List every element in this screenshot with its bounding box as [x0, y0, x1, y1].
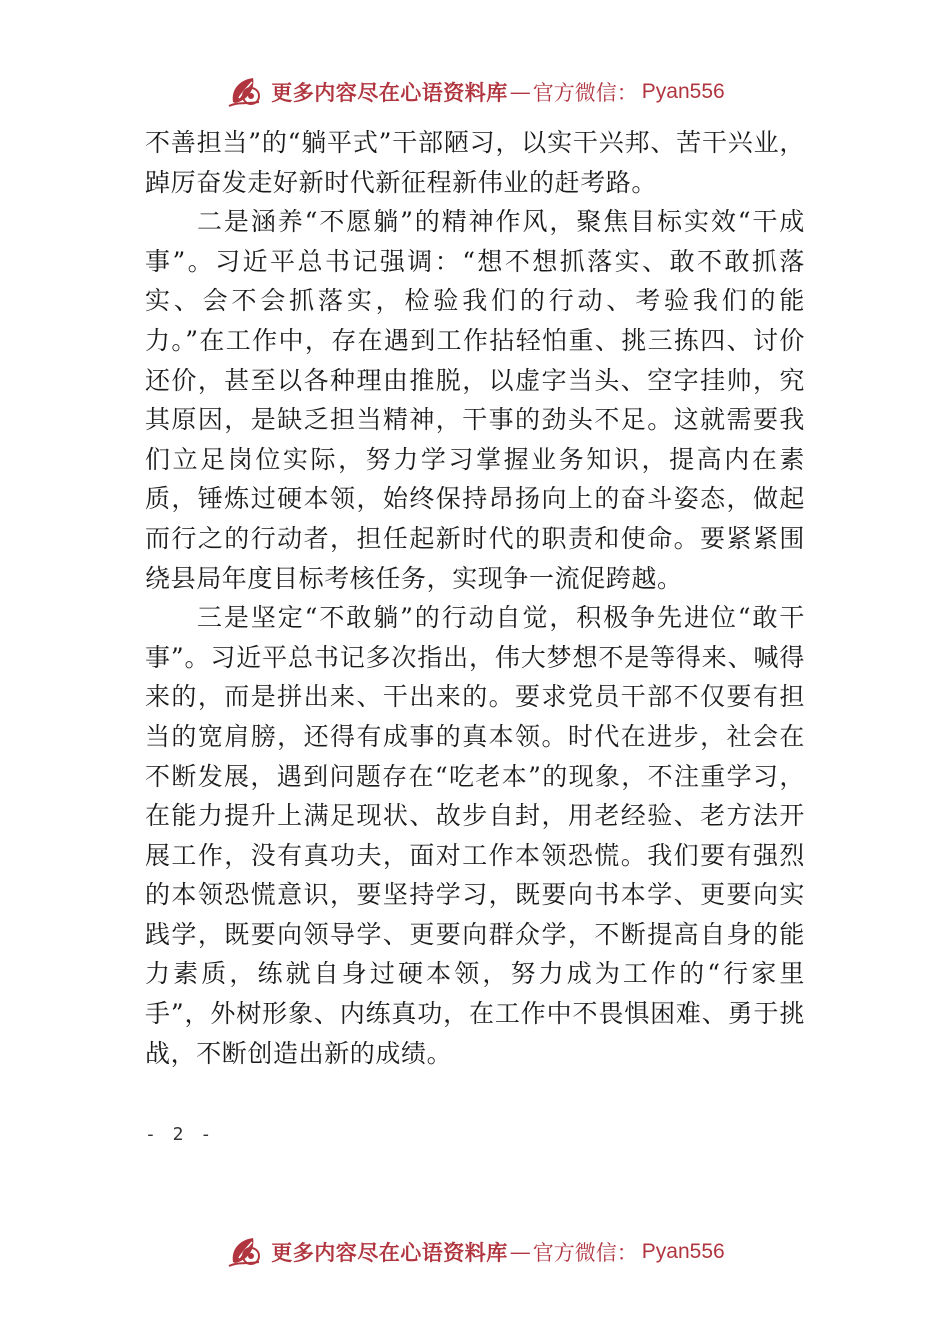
header-watermark: [0, 72, 950, 112]
watermark-wechat-label: 官方微信：: [532, 81, 638, 105]
watermark-brand: 更多内容尽在心语资料库: [271, 1240, 508, 1265]
paragraph-3: 三是坚定“不敢躺”的行动自觉，积极争先进位“敢干事”。习近平总书记多次指出，伟大梦想不是等得来、喊得来的，而是拼出来、干出来的。要求党员干部不仅要有担当的宽肩膀，还得有成事的真本领。时代在进步，社会在不断发展，遇到问题存在“吃老本”的现象，不注重学习，在能力提升上满足现状、故步自封，用老经验、老方法开展工作，没有真功夫，面对工作本领恐慌。我们要有强烈的本领恐慌意识，要坚持学习，既要向书本学、更要向实践学，既要向领导学、更要向群众学，不断提高自身的能力素质，练就自身过硬本领，努力成为工作的“行家里手”，外树形象、内练真功，在工作中不畏惧困难、勇于挑战，不断创造出新的成绩。: [145, 603, 805, 1068]
paragraph-continued: 不善担当”的“躺平式”干部陋习，以实干兴邦、苦干兴业，踔厉奋发走好新时代新征程新伟业的赶考路。: [145, 128, 805, 197]
page-number: - 2 -: [145, 1124, 215, 1145]
leaf-logo-icon: [225, 72, 265, 112]
watermark-handle: Pyan556: [641, 1240, 725, 1263]
document-body: [145, 123, 805, 1073]
paragraph-2: 二是涵养“不愿躺”的精神作风，聚焦目标实效“干成事”。习近平总书记强调：“想不想抓落实、敢不敢抓落实、会不会抓落实，检验我们的行动、考验我们的能力。”在工作中，存在遇到工作拈轻怕重、挑三拣四、讨价还价，甚至以各种理由推脱，以虚字当头、空字挂帅，究其原因，是缺乏担当精神，干事的劲头不足。这就需要我们立足岗位实际，努力学习掌握业务知识，提高内在素质，锤炼过硬本领，始终保持昂扬向上的奋斗姿态，做起而行之的行动者，担任起新时代的职责和使命。要紧紧围绕县局年度目标考核任务，实现争一流促跨越。: [145, 207, 805, 593]
leaf-logo-icon: [225, 1232, 265, 1272]
watermark-brand: 更多内容尽在心语资料库: [271, 80, 508, 105]
watermark-wechat-label: 官方微信：: [532, 1241, 638, 1265]
watermark-dash: —: [509, 1240, 531, 1264]
watermark-dash: —: [509, 80, 531, 104]
footer-watermark: [0, 1232, 950, 1272]
watermark-handle: Pyan556: [641, 80, 725, 103]
